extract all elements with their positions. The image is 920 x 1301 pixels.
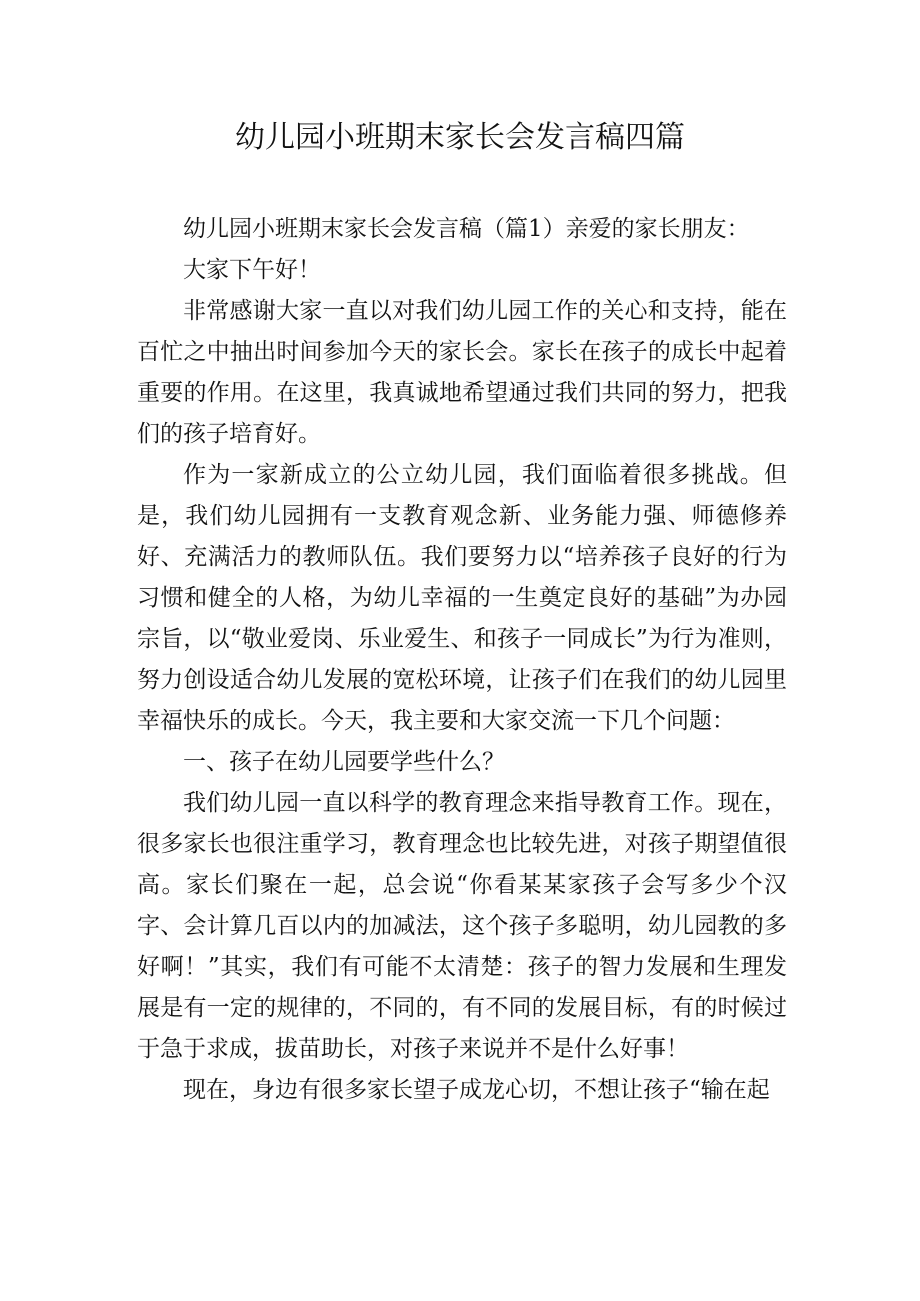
paragraph-education-philosophy: 我们幼儿园一直以科学的教育理念来指导教育工作。现在，很多家长也很注重学习，教育理念也比较先进，对孩子期望值很高。家长们聚在一起，总会说“你看某某家孩子会写多少个汉字、会计算几百以内的加减法，这个孩子多聪明，幼儿园教的多好啊！”其实，我们有可能不太清楚：孩子的智力发展和生理发展是有一定的规律的，不同的，有不同的发展目标，有的时候过于急于求成，拔苗助长，对孩子来说并不是什么好事！ <box>137 790 787 1062</box>
paragraph-greeting: 大家下午好！ <box>183 257 321 283</box>
document-title: 幼儿园小班期末家长会发言稿四篇 <box>235 120 685 155</box>
document-body <box>137 209 787 1111</box>
paragraph-kindergarten-intro: 作为一家新成立的公立幼儿园，我们面临着很多挑战。但是，我们幼儿园拥有一支教育观念新、业务能力强、师德修养好、充满活力的教师队伍。我们要努力以“培养孩子良好的行为习惯和健全的人格，为幼儿幸福的一生奠定良好的基础”为办园宗旨，以“敬业爱岗、乐业爱生、和孩子一同成长”为行为准则，努力创设适合幼儿发展的宽松环境，让孩子们在我们的幼儿园里幸福快乐的成长。今天，我主要和大家交流一下几个问题： <box>137 462 787 734</box>
section-heading-1: 一、孩子在幼儿园要学些什么？ <box>183 749 505 775</box>
paragraph-thanks: 非常感谢大家一直以对我们幼儿园工作的关心和支持，能在百忙之中抽出时间参加今天的家长会。家长在孩子的成长中起着重要的作用。在这里，我真诚地希望通过我们共同的努力，把我们的孩子培育好。 <box>137 298 787 447</box>
paragraph-parents-expectations: 现在，身边有很多家长望子成龙心切，不想让孩子“输在起 <box>183 1077 770 1103</box>
paragraph-greeting-header: 幼儿园小班期末家长会发言稿（篇1）亲爱的家长朋友： <box>183 216 750 242</box>
